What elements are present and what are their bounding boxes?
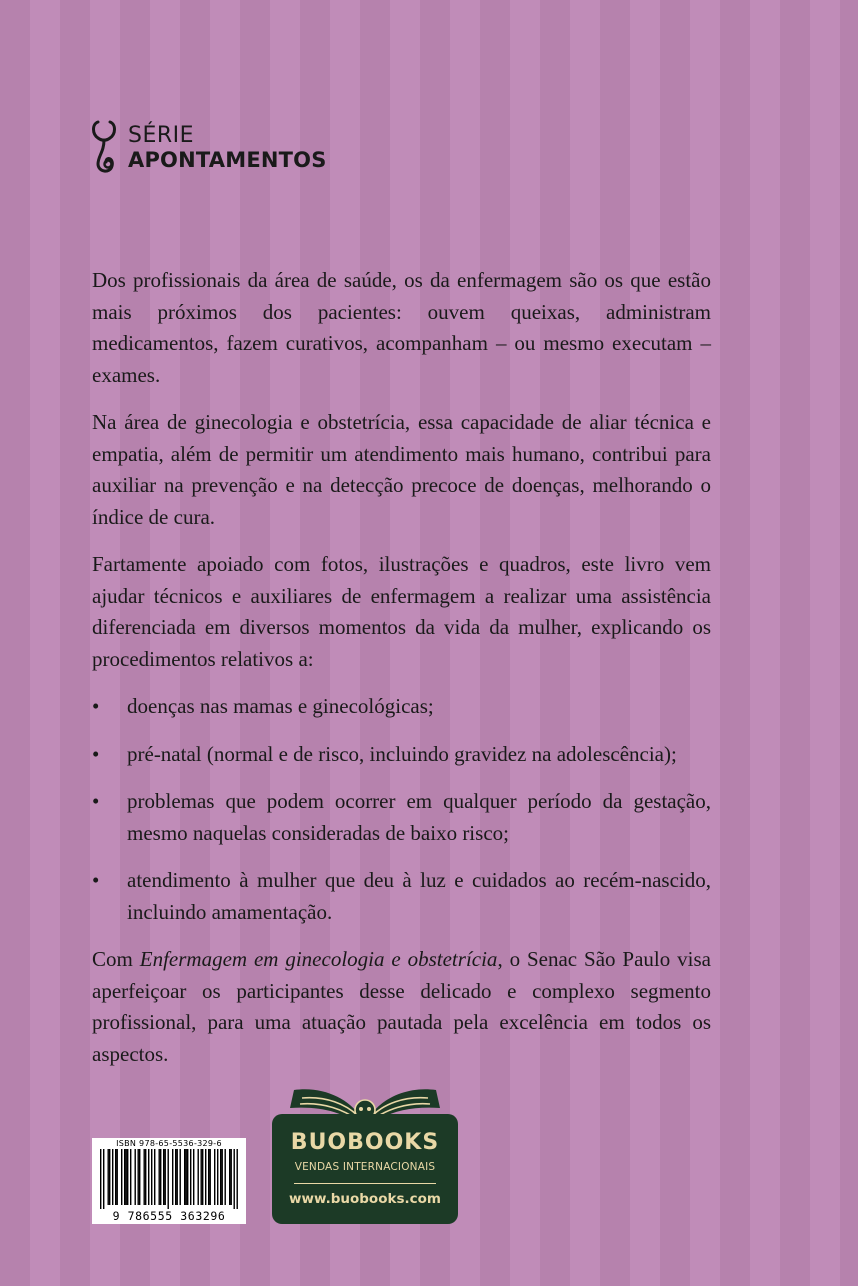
barcode-bar [103,1149,104,1209]
barcode-bar [201,1149,202,1205]
barcode-bar [144,1149,145,1205]
barcode-bar [172,1149,173,1205]
barcode-bar [148,1149,149,1205]
barcode-bar [151,1149,152,1205]
list-item: • doenças nas mamas e ginecológicas; [92,691,711,723]
barcode-bar [138,1149,139,1205]
barcode-bar [159,1149,160,1205]
barcode-digits: 9 786555 363296 [112,1209,226,1223]
badge-name: BUOBOOKS [290,1130,440,1155]
barcode-bar [127,1149,128,1205]
isbn-barcode [92,1138,246,1224]
barcode-bar [222,1149,223,1205]
back-cover-text [92,265,711,1086]
series-label: SÉRIE [128,123,195,148]
barcode-bar [115,1149,116,1205]
barcode-bar [117,1149,118,1205]
paragraph-intro: Dos profissionais da área de saúde, os da enfermagem são os que estão mais próximos dos pacientes: ouvem queixas, administram medicamentos, fazem curativos, acompanham – ou mesmo executam – exames. [92,268,711,387]
series-name: APONTAMENTOS [128,148,327,172]
book-title: Enfermagem em ginecologia e obstetrícia [139,947,498,971]
barcode-bars [100,1149,238,1209]
barcode-bar [210,1149,211,1205]
barcode-bar [160,1149,161,1205]
barcode-bar [190,1149,191,1205]
barcode-bar [234,1149,235,1209]
closing-prefix: Com [92,947,140,971]
barcode-bar [109,1149,110,1205]
paragraph-closing [92,944,711,1070]
isbn-label: ISBN 978-65-5536-329-6 [116,1139,222,1148]
barcode-bar [130,1149,131,1205]
barcode-bar [225,1149,226,1205]
barcode-bar [124,1149,125,1205]
barcode-bar [112,1149,113,1205]
barcode-bar [208,1149,209,1205]
barcode-bar [168,1149,169,1209]
barcode-bar [139,1149,140,1205]
barcode-bar [108,1149,109,1205]
barcode-bar [163,1149,164,1205]
barcode-bar [198,1149,199,1205]
barcode-bar [229,1149,230,1205]
topics-list [92,691,711,928]
barcode-bar [100,1149,101,1209]
barcode-bar [154,1149,155,1205]
barcode-bar [121,1149,122,1205]
barcode-bar [202,1149,203,1205]
closing-text: , o Senac São Paulo visa aperfeiçoar os participantes desse delicado e complexo segmento profissional, para uma atuação pautada pela excelência em todos os aspectos. [92,947,711,1066]
badge-url[interactable]: www.buobooks.com [289,1191,441,1207]
barcode-bar [193,1149,194,1205]
barcode-bar [231,1149,232,1205]
list-item: • problemas que podem ocorrer em qualquer período da gestação, mesmo naquelas consideradas de baixo risco; [92,786,711,849]
barcode-bar [145,1149,146,1205]
barcode-bar [220,1149,221,1205]
paragraph-book-description: Fartamente apoiado com fotos, ilustrações e quadros, este livro vem ajudar técnicos e auxiliares de enfermagem a realizar uma assistência diferenciada em diversos momentos da vida da mulher, explicando os procedimentos relativos a: [92,552,711,671]
barcode-bar [214,1149,215,1205]
barcode-bar [187,1149,188,1205]
barcode-bar [180,1149,181,1205]
barcode-bar [175,1149,176,1205]
list-item: • pré-natal (normal e de risco, incluindo gravidez na adolescência); [92,739,711,771]
barcode-bar [217,1149,218,1205]
series-logo [90,118,350,178]
barcode-bar [237,1149,238,1209]
barcode-bar [184,1149,185,1205]
barcode-bar [126,1149,127,1205]
list-item: • atendimento à mulher que deu à luz e cuidados ao recém-nascido, incluindo amamentação. [92,865,711,928]
buobooks-badge [272,1082,458,1224]
badge-tagline: VENDAS INTERNACIONAIS [294,1161,436,1173]
badge-divider [294,1183,436,1184]
barcode-bar [177,1149,178,1205]
paragraph-gynecology: Na área de ginecologia e obstetrícia, essa capacidade de aliar técnica e empatia, além de permitir um atendimento mais humano, contribui para auxiliar na prevenção e na detecção precoce de doenças, melhorando o índice de cura. [92,410,711,529]
stethoscope-icon [90,120,122,176]
barcode-bar [135,1149,136,1205]
barcode-bar [186,1149,187,1205]
barcode-bar [205,1149,206,1205]
barcode-bar [165,1149,166,1205]
